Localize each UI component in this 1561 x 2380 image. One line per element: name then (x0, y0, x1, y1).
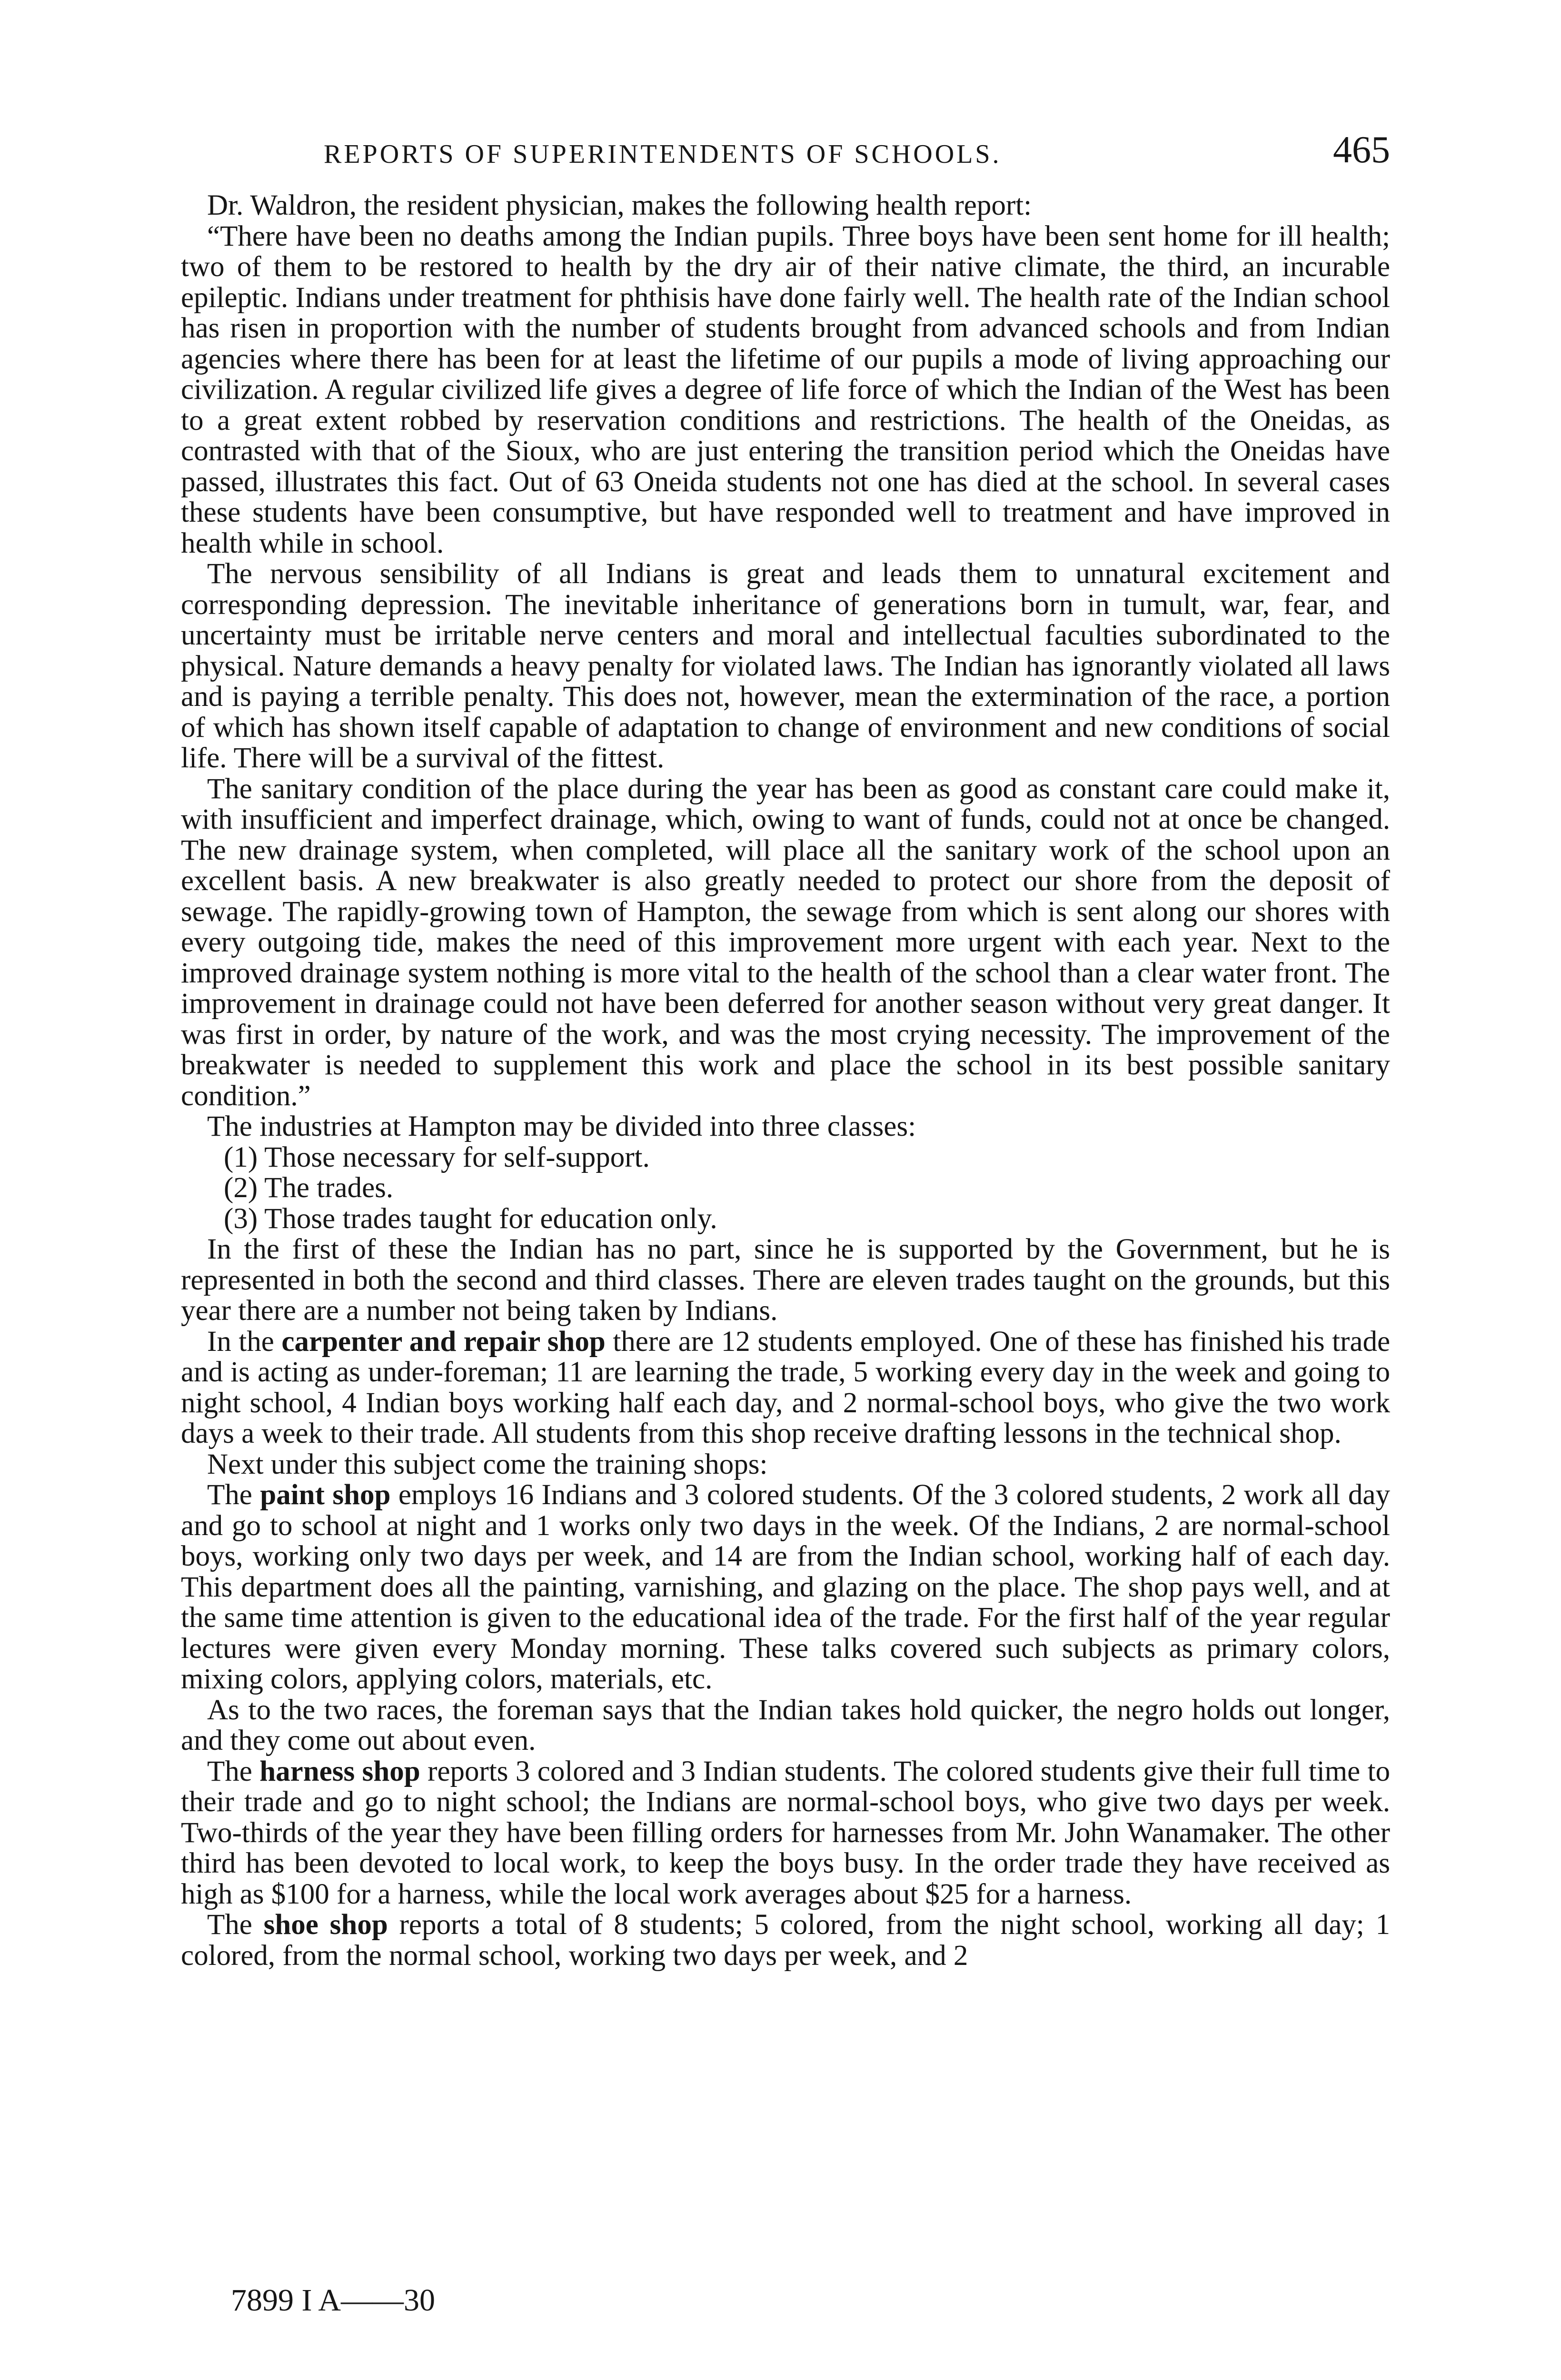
list-item-number: (1) (224, 1141, 258, 1173)
running-head: REPORTS OF SUPERINTENDENTS OF SCHOOLS. (324, 139, 1002, 169)
paint-intro: The (207, 1479, 252, 1511)
carpenter-intro: In the (207, 1325, 274, 1358)
paragraph-health-report: “There have been no deaths among the Indian pupils. Three boys have been sent home for ill health; two of them to be restored to health by the dry air of their native climate, the third, an incurable epileptic. Indians under treatment for phthisis have done fairly well. The health rate of the Indian school has risen in proportion with the number of students brought from advanced schools and from Indian agencies where there has been for at least the lifetime of our pupils a mode of living approaching our civilization. A regular civilized life gives a degree of life force of which the Indian of the West has been to a great extent robbed by reservation conditions and restrictions. The health of the Oneidas, as contrasted with that of the Sioux, who are just entering the transition period which the Oneidas have passed, illustrates this fact. Out of 63 Oneida students not one has died at the school. In several cases these students have been consumptive, but have responded well to treatment and have improved in health while in school. (181, 220, 1390, 559)
signature-mark: 7899 I A——30 (231, 2283, 435, 2318)
harness-intro: The (207, 1755, 252, 1787)
list-item-number: (3) (224, 1202, 258, 1235)
paragraph-first-class: In the first of these the Indian has no part, since he is supported by the Government, but he is represented in both the second and third classes. There are eleven trades taught on the grounds, but this year there are a number not being taken by Indians. (181, 1233, 1390, 1327)
paragraph-carpenter-shop (181, 1327, 1390, 1449)
body-text (181, 190, 1390, 1971)
list-item-text: The trades. (264, 1172, 394, 1204)
paragraph-health-intro: Dr. Waldron, the resident physician, makes the following health report: (207, 189, 1032, 221)
page-number: 465 (1333, 129, 1390, 171)
paragraph-industries: The industries at Hampton may be divided into three classes: (207, 1111, 916, 1142)
paragraph-harness-shop (181, 1756, 1390, 1910)
list-item (181, 1142, 1390, 1173)
list-item-text: Those trades taught for education only. (264, 1202, 717, 1235)
shoe-shop-heading: shoe shop (263, 1909, 388, 1941)
list-item (181, 1204, 1390, 1235)
shoe-body: reports a total of 8 students; 5 colored, from the night school, working all day; 1 colored, from the normal school, working two days per week, and 2 (181, 1909, 1391, 1972)
paragraph-nervous-sensibility: The nervous sensibility of all Indians is great and leads them to unnatural excitement and corresponding depression. The inevitable inheritance of generations born in tumult, war, fear, and uncertainty must be irritable nerve centers and moral and intellectual faculties subordinated to the physical. Nature demands a heavy penalty for violated laws. The Indian has ignorantly violated all laws and is paying a terrible penalty. This does not, however, mean the extermination of the race, a portion of which has shown itself capable of adaptation to change of environment and new conditions of social life. There will be a survival of the fittest. (181, 558, 1390, 774)
harness-body: reports 3 colored and 3 Indian students. The colored students give their full time to their trade and go to night school; the Indians are normal-school boys, who give two days per week. Two-thirds of the year they have been filling orders for harnesses from Mr. John Wanamaker. The other third has been devoted to local work, to keep the boys busy. In the order trade they have received as high as $100 for a harness, while the local work averages about $25 for a harness. (181, 1755, 1391, 1910)
harness-shop-heading: harness shop (259, 1755, 420, 1787)
paragraph-paint-shop (181, 1480, 1390, 1695)
paragraph-training-shops: Next under this subject come the training shops: (207, 1448, 768, 1480)
list-item-number: (2) (224, 1172, 258, 1204)
document-page (181, 129, 1390, 1971)
industry-classes-list (181, 1142, 1390, 1235)
page-header (181, 129, 1390, 190)
paragraph-sanitary-condition: The sanitary condition of the place during the year has been as good as constant care could make it, with insufficient and imperfect drainage, which, owing to want of funds, could not at once be changed. The new drainage system, when completed, will place all the sanitary work of the school upon an excellent basis. A new breakwater is also greatly needed to protect our shore from the deposit of sewage. The rapidly-growing town of Hampton, the sewage from which is sent along our shores with every outgoing tide, makes the need of this improvement more urgent with each year. Next to the improved drainage system nothing is more vital to the health of the school than a clear water front. The improvement in drainage could not have been deferred for another season without very great danger. It was first in order, by nature of the work, and was the most crying necessity. The improvement of the breakwater is needed to supplement this work and place the school in its best possible sanitary condition.” (181, 773, 1390, 1112)
list-item (181, 1173, 1390, 1204)
carpenter-shop-heading: carpenter and repair shop (281, 1325, 606, 1358)
paint-shop-heading: paint shop (260, 1479, 391, 1511)
list-item-text: Those necessary for self-support. (264, 1141, 650, 1173)
paragraph-two-races: As to the two races, the foreman says that the Indian takes hold quicker, the negro holds out longer, and they come out about even. (181, 1694, 1390, 1756)
paint-body: employs 16 Indians and 3 colored students. Of the 3 colored students, 2 work all day and go to school at night and 1 works only two days in the week. Of the Indians, 2 are normal-school boys, working only two days per week, and 14 are from the Indian school, working half of each day. This department does all the painting, varnishing, and glazing on the place. The shop pays well, and at the same time attention is given to the educational idea of the trade. For the first half of the year regular lectures were given every Monday morning. These talks covered such subjects as primary colors, mixing colors, applying colors, materials, etc. (181, 1479, 1391, 1695)
shoe-intro: The (207, 1909, 252, 1941)
carpenter-body: there are 12 students employed. One of these has finished his trade and is acting as under-foreman; 11 are learning the trade, 5 working every day in the week and going to night school, 4 Indian boys working half each day, and 2 normal-school boys, who give the two work days a week to their trade. All students from this shop receive drafting lessons in the technical shop. (181, 1325, 1391, 1449)
paragraph-shoe-shop (181, 1910, 1390, 1971)
